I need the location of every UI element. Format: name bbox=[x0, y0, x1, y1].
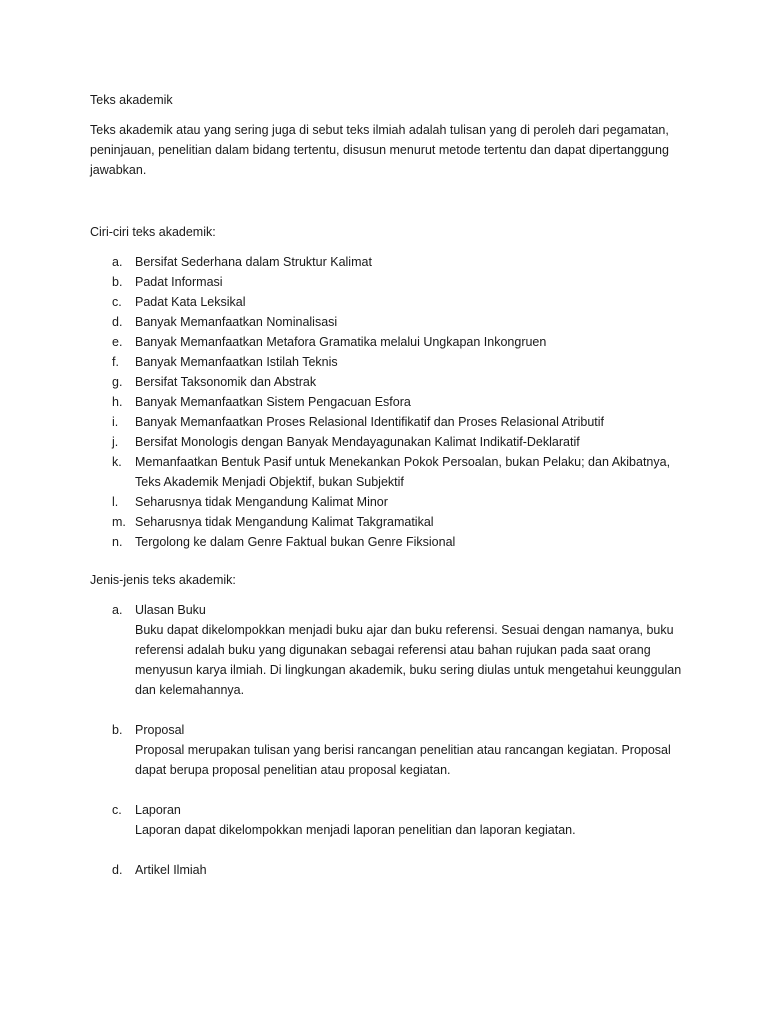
list-item bbox=[90, 392, 690, 412]
list-item-text: Seharusnya tidak Mengandung Kalimat Minor bbox=[135, 495, 388, 509]
list-item bbox=[90, 532, 690, 552]
list-marker: i. bbox=[112, 415, 119, 429]
list-marker: b. bbox=[112, 723, 123, 737]
list-marker: e. bbox=[112, 335, 123, 349]
jenis-item-title: Artikel Ilmiah bbox=[135, 863, 207, 877]
document-page bbox=[90, 90, 690, 900]
list-item bbox=[90, 512, 690, 532]
list-item-text: Seharusnya tidak Mengandung Kalimat Takgramatikal bbox=[135, 515, 434, 529]
ciri-list bbox=[90, 252, 690, 552]
list-item bbox=[90, 720, 690, 780]
list-marker: l. bbox=[112, 495, 119, 509]
list-item bbox=[90, 860, 690, 880]
list-marker: k. bbox=[112, 455, 122, 469]
list-item bbox=[90, 452, 690, 492]
list-item bbox=[90, 332, 690, 352]
list-item bbox=[90, 432, 690, 452]
jenis-list bbox=[90, 600, 690, 880]
list-marker: d. bbox=[112, 315, 123, 329]
list-item-text: Banyak Memanfaatkan Metafora Gramatika melalui Ungkapan Inkongruen bbox=[135, 335, 547, 349]
list-item-text: Banyak Memanfaatkan Sistem Pengacuan Esfora bbox=[135, 395, 411, 409]
list-marker: f. bbox=[112, 355, 119, 369]
list-marker: a. bbox=[112, 603, 123, 617]
list-item bbox=[90, 292, 690, 312]
list-item bbox=[90, 312, 690, 332]
jenis-item-title: Proposal bbox=[135, 723, 185, 737]
list-item-text: Banyak Memanfaatkan Istilah Teknis bbox=[135, 355, 338, 369]
list-item-text: Padat Kata Leksikal bbox=[135, 295, 246, 309]
list-marker: n. bbox=[112, 535, 123, 549]
list-item-text: Bersifat Taksonomik dan Abstrak bbox=[135, 375, 317, 389]
list-marker: j. bbox=[112, 435, 119, 449]
jenis-item-title: Laporan bbox=[135, 803, 181, 817]
ciri-heading: Ciri-ciri teks akademik: bbox=[90, 225, 216, 239]
list-item-text: Bersifat Sederhana dalam Struktur Kalimat bbox=[135, 255, 372, 269]
list-item bbox=[90, 372, 690, 392]
list-item-text: Memanfaatkan Bentuk Pasif untuk Menekankan Pokok Persoalan, bukan Pelaku; dan Akibatnya, Teks Akademik Menjadi Objektif, bukan Subjektif bbox=[135, 455, 671, 489]
list-marker: d. bbox=[112, 863, 123, 877]
jenis-item-description: Laporan dapat dikelompokkan menjadi laporan penelitian dan laporan kegiatan. bbox=[135, 823, 576, 837]
jenis-item-description: Buku dapat dikelompokkan menjadi buku ajar dan buku referensi. Sesuai dengan namanya, buku referensi adalah buku yang digunakan sebagai referensi atau bahan rujukan pada saat orang menyusun karya ilmiah. Di lingkungan akademik, buku sering diulas untuk mengetahui keunggulan dan kelemahannya. bbox=[135, 623, 682, 697]
list-marker: h. bbox=[112, 395, 123, 409]
document-title: Teks akademik bbox=[90, 93, 173, 107]
jenis-item-description: Proposal merupakan tulisan yang berisi rancangan penelitian atau rancangan kegiatan. Proposal dapat berupa proposal penelitian atau proposal kegiatan. bbox=[135, 743, 671, 777]
list-item-text: Padat Informasi bbox=[135, 275, 223, 289]
list-item bbox=[90, 252, 690, 272]
list-item bbox=[90, 800, 690, 840]
list-item-text: Tergolong ke dalam Genre Faktual bukan Genre Fiksional bbox=[135, 535, 456, 549]
list-marker: b. bbox=[112, 275, 123, 289]
list-item bbox=[90, 600, 690, 700]
list-item-text: Banyak Memanfaatkan Proses Relasional Identifikatif dan Proses Relasional Atributif bbox=[135, 415, 605, 429]
list-item-text: Bersifat Monologis dengan Banyak Mendayagunakan Kalimat Indikatif-Deklaratif bbox=[135, 435, 580, 449]
list-item bbox=[90, 412, 690, 432]
jenis-item-title: Ulasan Buku bbox=[135, 603, 206, 617]
intro-paragraph: Teks akademik atau yang sering juga di sebut teks ilmiah adalah tulisan yang di peroleh dari pegamatan, peninjauan, penelitian dalam bidang tertentu, disusun menurut metode tertentu dan dapat dipertanggung jawabkan. bbox=[90, 123, 669, 177]
jenis-heading: Jenis-jenis teks akademik: bbox=[90, 573, 236, 587]
list-marker: m. bbox=[112, 515, 126, 529]
list-marker: a. bbox=[112, 255, 123, 269]
list-item bbox=[90, 352, 690, 372]
list-marker: c. bbox=[112, 295, 122, 309]
list-item bbox=[90, 272, 690, 292]
list-marker: c. bbox=[112, 803, 122, 817]
list-item bbox=[90, 492, 690, 512]
list-item-text: Banyak Memanfaatkan Nominalisasi bbox=[135, 315, 338, 329]
list-marker: g. bbox=[112, 375, 123, 389]
